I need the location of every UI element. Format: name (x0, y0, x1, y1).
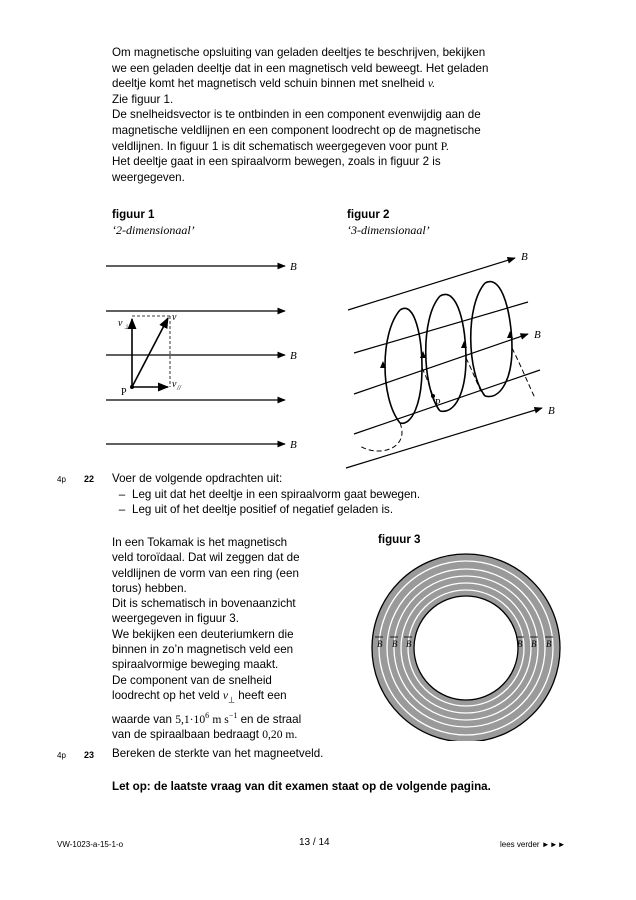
figure-1-diagram (100, 250, 315, 460)
figure-1-title: figuur 1 (112, 208, 155, 221)
field-line (354, 302, 528, 353)
question-22-points: 4p (57, 475, 66, 484)
v-label: v (172, 312, 177, 323)
footer-code: VW-1023-a-15-1-o (57, 840, 124, 849)
field-line (106, 261, 297, 273)
figure-3-diagram (366, 551, 566, 741)
svg-text:B: B (290, 439, 297, 451)
field-line (354, 370, 540, 434)
question-22-number: 22 (84, 474, 95, 484)
figure-2-title: figuur 2 (347, 208, 390, 221)
figure-3-title: figuur 3 (378, 533, 421, 546)
svg-text:B: B (290, 261, 297, 273)
question-22-item: – Leg uit dat het deeltje in een spiraalvorm gaat bewegen. (118, 487, 421, 501)
point-p-label: P (435, 398, 441, 409)
svg-text://: // (177, 384, 181, 392)
field-line (346, 408, 542, 468)
intro-paragraph (112, 45, 488, 185)
field-line (354, 334, 528, 394)
question-22-item: – Leg uit of het deeltje positief of negatief geladen is. (118, 503, 394, 517)
vperp-label: v (118, 318, 123, 329)
figure-2-diagram (340, 248, 565, 473)
field-label: B (531, 639, 537, 649)
svg-text:B: B (548, 405, 555, 417)
intro-line: veldlijnen. In figuur 1 is dit schematisch weergegeven voor punt P. (112, 139, 449, 153)
field-line (348, 258, 515, 310)
tokamak-paragraph: In een Tokamak is het magnetisch veld toroïdaal. Dat wil zeggen dat de veldlijnen de vorm van een ring (een torus) hebben. Dit is schematisch in bovenaanzicht weergegeven in figuur 3. We bekijken een deuteriumkern die binnen in zo’n magnetisch veld een spiraalvormige beweging maakt. De component van de snelheid loodrecht op het veld $v_\perp$ heeft een waarde van $5,1\cdot 10^6$ m $s^{-1}$ en de straal van de spiraalbaan bedraagt 0,20 m. (112, 536, 302, 741)
svg-text:B: B (290, 350, 297, 362)
field-label: B (406, 639, 412, 649)
question-22-intro: Voer de volgende opdrachten uit: (112, 472, 283, 485)
intro-line: magnetische veldlijnen en een component loodrecht op de magnetische (112, 123, 481, 137)
point-p-label: P (121, 387, 127, 398)
question-23-text: Bereken de sterkte van het magneetveld. (112, 747, 324, 760)
svg-text:B: B (534, 329, 541, 341)
figure-2-subtitle: ‘3-dimensionaal’ (347, 223, 430, 237)
intro-line: De snelheidsvector is te ontbinden in een component evenwijdig aan de (112, 108, 481, 122)
field-line (106, 439, 297, 451)
field-label: B (517, 639, 523, 649)
field-label: B (392, 639, 398, 649)
intro-line: Zie figuur 1. (112, 92, 174, 106)
field-label: B (546, 639, 552, 649)
footer-page-number: 13 / 14 (299, 837, 330, 848)
intro-line: we een geladen deeltje dat in een magnetisch veld beweegt. Het geladen (112, 61, 489, 75)
intro-line: Om magnetische opsluiting van geladen deeltjes te beschrijven, bekijken (112, 46, 486, 59)
question-22-text (112, 471, 420, 518)
intro-line: weergegeven. (112, 170, 185, 184)
vpar-label: v (172, 379, 177, 390)
figure-1-subtitle: ‘2-dimensionaal’ (112, 223, 195, 237)
question-23-points: 4p (57, 751, 66, 760)
intro-line: Het deeltje gaat in een spiraalvorm bewegen, zoals in figuur 2 is (112, 155, 441, 169)
field-line (106, 350, 297, 362)
next-page-note: Let op: de laatste vraag van dit examen staat op de volgende pagina. (112, 780, 491, 793)
intro-line: deeltje komt het magnetisch veld schuin binnen met snelheid v. (112, 77, 435, 91)
field-label: B (377, 639, 383, 649)
footer-next: lees verder ►►► (500, 840, 566, 849)
question-23-number: 23 (84, 750, 95, 760)
velocity-vector (132, 318, 168, 387)
svg-text:⊥: ⊥ (124, 323, 131, 331)
svg-text:B: B (521, 251, 528, 263)
